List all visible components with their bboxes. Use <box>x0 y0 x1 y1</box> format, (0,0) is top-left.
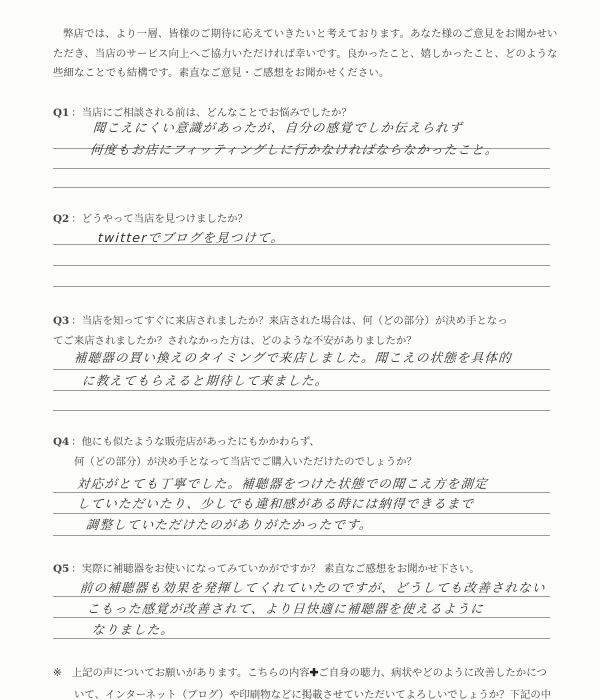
answer-5-line-3: なりました。 <box>91 622 175 637</box>
question-2 <box>53 210 248 230</box>
answer-rule <box>53 410 550 411</box>
answer-rule <box>53 168 550 169</box>
intro-paragraph <box>53 25 558 84</box>
answer-rule <box>53 617 550 618</box>
answer-rule <box>53 513 550 514</box>
note-text-part-2: ご自身の聴力、病状やどのように改善したかにつ <box>318 667 547 679</box>
question-text-line-2: てご来店されましたか？されなかった方は、どのような不安がありましたか？ <box>53 334 417 347</box>
answer-4-line-3: 調整していただけたのがありがたかったです。 <box>85 517 374 532</box>
answer-rule <box>53 187 550 188</box>
answer-4-line-2: していただいたり、少しでも違和感がある時には納得できるまで <box>76 496 475 511</box>
answer-rule <box>53 492 550 493</box>
answer-rule <box>53 638 550 639</box>
publication-consent-note <box>53 662 593 700</box>
answer-rule <box>53 390 550 391</box>
question-text-line-1: ：他にも似たような販売店があったにもかかわらず、 <box>71 436 320 448</box>
question-4 <box>53 433 417 472</box>
intro-line-2: ただき、当店のサービス向上へご協力いただければ幸いです。良かったこと、嬉しかったこと、どのような <box>53 47 558 60</box>
intro-line-3: 些細なことでも結構です。素直なご意見・ご感想をお聞かせください。 <box>53 67 390 80</box>
answer-rule <box>53 369 550 370</box>
answer-rule <box>53 286 550 287</box>
question-text: ：どうやって当店を見つけましたか？ <box>71 213 248 225</box>
question-text: ：実際に補聴器をお使いになってみていかがですか？ 素直なご感想をお聞かせ下さい。 <box>71 563 480 575</box>
answer-5-line-1: 前の補聴器も効果を発揮してくれていたのですが、どうしても改善されない <box>79 580 547 595</box>
question-3 <box>53 312 508 351</box>
answer-rule <box>53 265 550 266</box>
question-label: Q2 <box>53 213 70 225</box>
answer-rule <box>53 596 550 597</box>
answer-4-line-1: 対応がとても丁寧でした。補聴器をつけた状態での聞こえ方を測定 <box>76 476 489 491</box>
answer-2-line-1: twitterでブログを見つけて。 <box>97 230 285 245</box>
answer-5-line-2: こもった感覚が改善されて、より日快適に補聴器を使えるように <box>86 601 485 616</box>
question-5 <box>53 560 480 580</box>
answer-1-line-1: 聞こえにくい意識があったが、自分の感覚でしか伝えられず <box>92 120 464 135</box>
note-text-line-2: いて、インターネット（ブログ）や印刷物などに掲載させていただいてよろしいでしょうか？下記の中 <box>74 689 552 700</box>
question-text: ：当店にご相談される前は、どんなことでお悩みでしたか？ <box>71 107 352 119</box>
question-label: Q5 <box>53 563 70 575</box>
question-text-line-1: ：当店を知ってすぐに来店されましたか？来店された場合は、何（どの部分）が決め手となっ <box>71 315 508 327</box>
answer-rule <box>53 535 550 536</box>
question-label: Q3 <box>53 315 70 327</box>
reference-mark-icon: ※ <box>53 667 62 679</box>
note-text-part-1: 上記の声についてお願いがあります。こちらの内容 <box>71 667 310 679</box>
question-label: Q4 <box>53 436 70 448</box>
intro-line-1: 弊店では、より一層、皆様のご期待に応えていきたいと考えております。あなた様のご意見をお聞かせい <box>63 28 558 40</box>
question-text-line-2: 何（どの部分）が決め手となって当店でご購入いただけたのでしょうか？ <box>74 455 417 468</box>
answer-3-line-2: に教えてもらえると期待して来ました。 <box>81 373 330 388</box>
question-label: Q1 <box>53 107 70 119</box>
plus-icon: ✚ <box>309 667 319 679</box>
answer-3-line-1: 補聴器の買い換えのタイミングで来店しました。聞こえの状態を具体的 <box>73 350 513 365</box>
answer-rule <box>53 244 550 245</box>
answer-1-line-2: 何度もお店にフィッティングしに行かなければならなかったこと。 <box>89 142 500 157</box>
